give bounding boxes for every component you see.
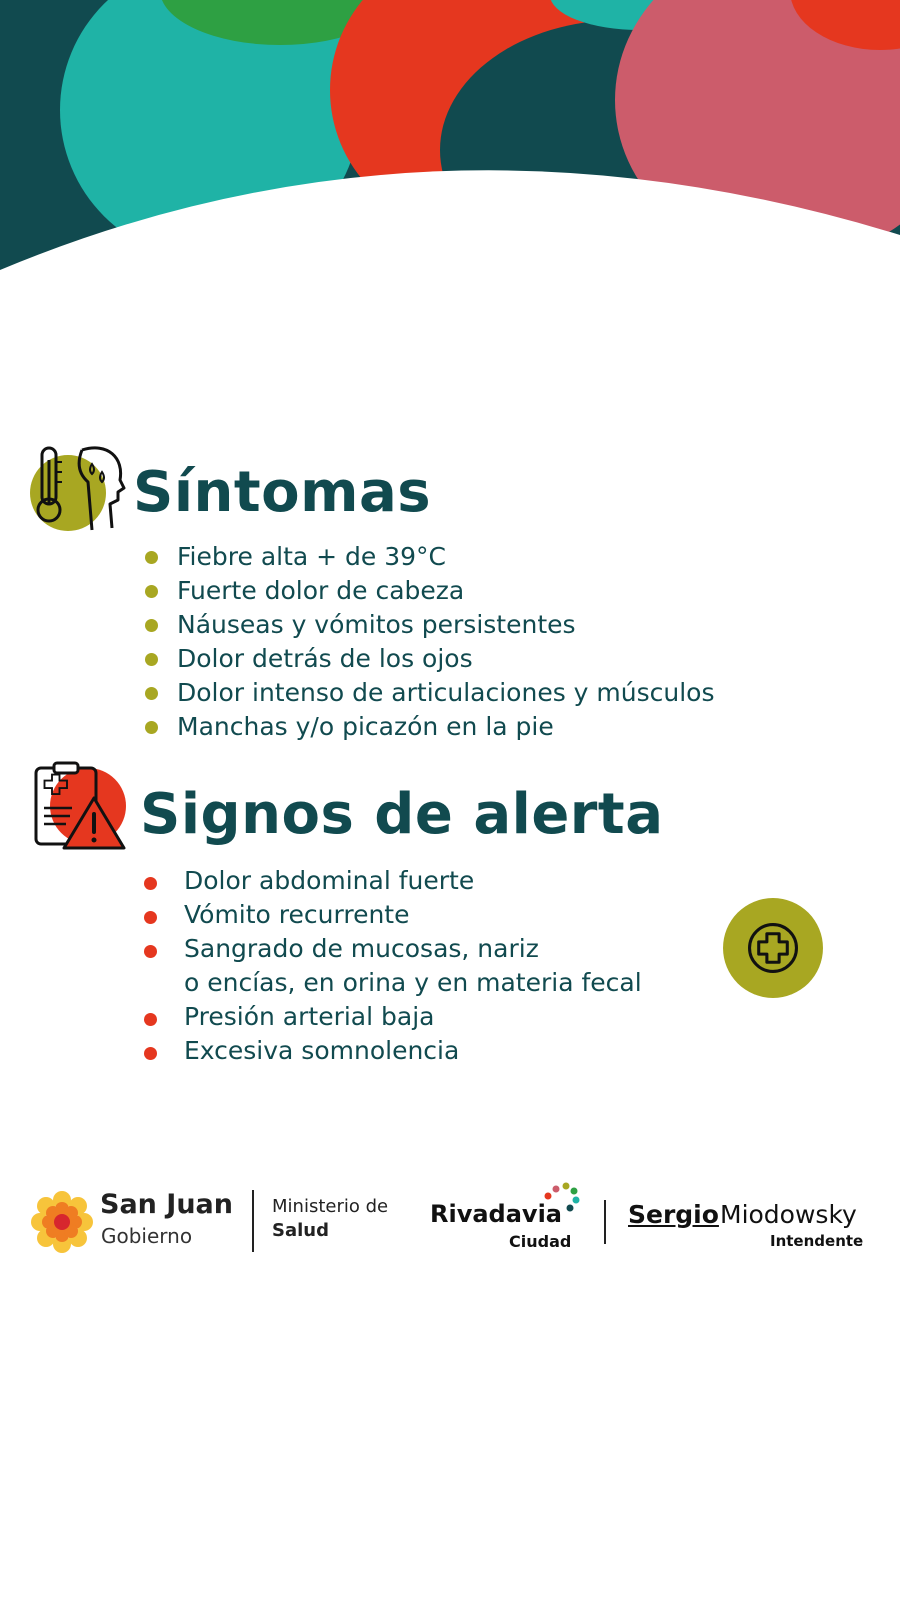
rivadavia-dots-logo xyxy=(542,1180,582,1216)
bullet-dot xyxy=(144,911,157,924)
list-item-text: Presión arterial baja xyxy=(184,1002,435,1031)
list-item-text: Excesiva somnolencia xyxy=(184,1036,460,1065)
bullet-dot xyxy=(145,619,158,632)
bullet-dot xyxy=(145,653,158,666)
list-item xyxy=(140,710,715,744)
alerta-title: Signos de alerta xyxy=(140,782,664,847)
list-item-text: Fiebre alta + de 39°C xyxy=(177,542,447,571)
list-item xyxy=(140,932,642,1000)
list-item-text: Dolor intenso de articulaciones y músculos xyxy=(177,678,715,707)
sergio-first: Sergio xyxy=(628,1200,719,1229)
footer-logos xyxy=(0,1180,900,1270)
sintomas-list xyxy=(140,540,715,744)
hero-blobs xyxy=(0,0,900,320)
sintomas-section xyxy=(0,440,900,760)
bullet-dot xyxy=(145,721,158,734)
list-item xyxy=(140,1000,642,1034)
bullet-dot xyxy=(145,585,158,598)
list-item xyxy=(140,864,642,898)
list-item xyxy=(140,608,715,642)
ministerio-line2: Salud xyxy=(272,1220,329,1241)
list-item xyxy=(140,898,642,932)
divider-1 xyxy=(252,1190,254,1252)
rivadavia-name: Rivadavia xyxy=(430,1200,562,1228)
list-item-text: Fuerte dolor de cabeza xyxy=(177,576,465,605)
sergio-last: Miodowsky xyxy=(720,1200,857,1229)
thermometer-person-icon xyxy=(30,440,130,540)
bullet-dot xyxy=(144,877,157,890)
list-item xyxy=(140,574,715,608)
alerta-list xyxy=(140,864,642,1068)
sintomas-title: Síntomas xyxy=(133,460,432,525)
bullet-dot xyxy=(145,551,158,564)
san-juan-sub: Gobierno xyxy=(101,1224,193,1248)
bullet-dot xyxy=(145,687,158,700)
medical-clipboard-warning-icon xyxy=(30,760,130,856)
list-item xyxy=(140,540,715,574)
sergio-role: Intendente xyxy=(770,1232,864,1250)
list-item-text: Vómito recurrente xyxy=(184,900,410,929)
list-item-text: Manchas y/o picazón en la pie xyxy=(177,712,554,741)
list-item-text: Dolor detrás de los ojos xyxy=(177,644,473,673)
list-item xyxy=(140,1034,642,1068)
san-juan-flower-logo xyxy=(30,1190,94,1254)
divider-2 xyxy=(604,1200,606,1244)
list-item xyxy=(140,642,715,676)
list-item xyxy=(140,676,715,710)
list-item-text: Sangrado de mucosas, nariz o encías, en orina y en materia fecal xyxy=(184,934,642,997)
bullet-dot xyxy=(144,945,157,958)
rivadavia-sub: Ciudad xyxy=(509,1232,572,1251)
list-item-text: Dolor abdominal fuerte xyxy=(184,866,475,895)
ministerio-line1: Ministerio de xyxy=(272,1196,389,1217)
bullet-dot xyxy=(144,1047,157,1060)
list-item-text: Náuseas y vómitos persistentes xyxy=(177,610,576,639)
bullet-dot xyxy=(144,1013,157,1026)
medical-cross-icon xyxy=(722,897,824,999)
san-juan-name: San Juan xyxy=(100,1189,233,1220)
